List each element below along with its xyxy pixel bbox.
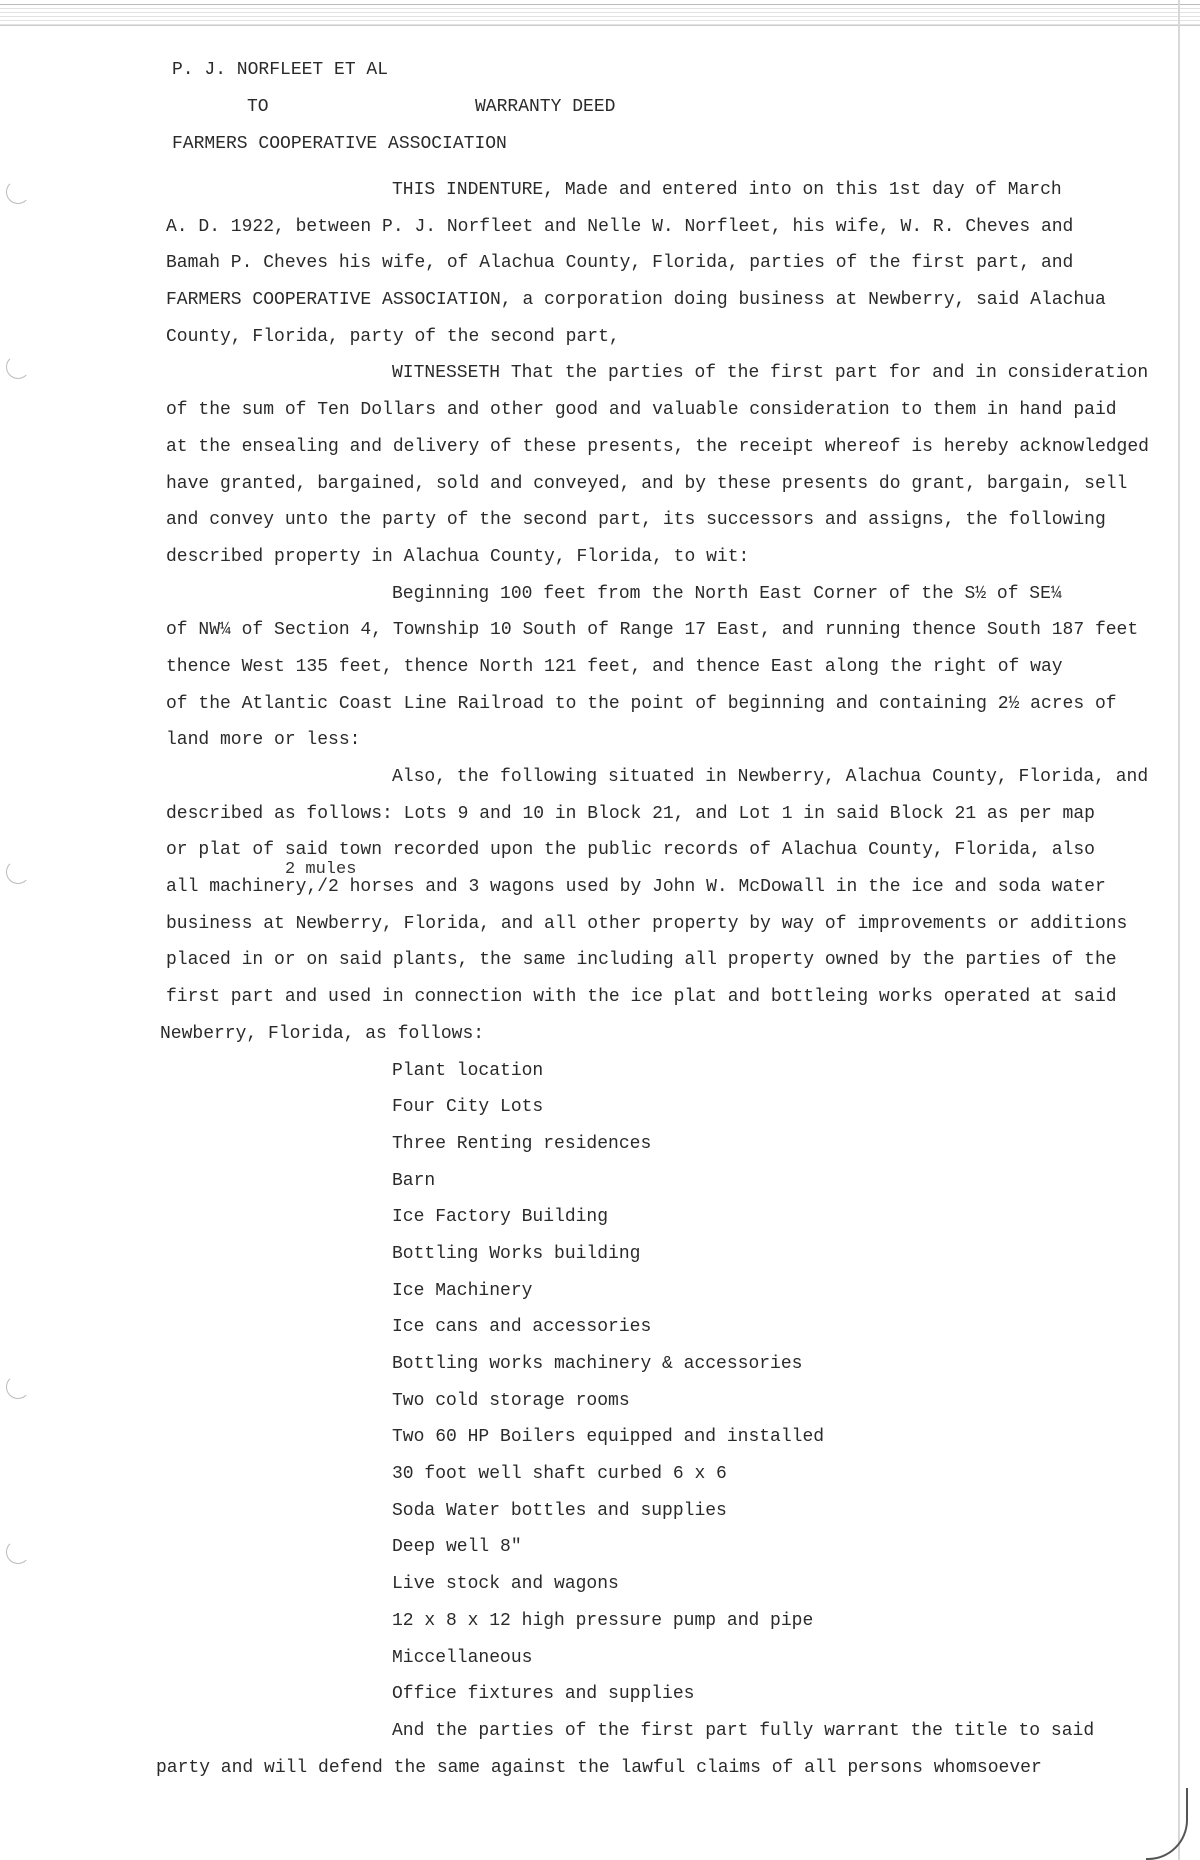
- list-item: 30 foot well shaft curbed 6 x 6: [392, 1464, 727, 1485]
- text-line: described as follows: Lots 9 and 10 in Block 21, and Lot 1 in said Block 21 as per map: [166, 803, 1095, 824]
- to-label: TO: [247, 97, 269, 117]
- text-line: land more or less:: [166, 730, 361, 751]
- paragraph-indenture: [0, 172, 1200, 355]
- text-line: [0, 860, 1200, 906]
- text-line: Beginning 100 feet from the North East Corner of the S½ of SE¼: [392, 583, 1062, 604]
- list-item: Plant location: [392, 1060, 544, 1081]
- text-line: at the ensealing and delivery of these presents, the receipt whereof is hereby acknowledged: [166, 436, 1149, 457]
- text-line: or plat of said town recorded upon the public records of Alachua County, Florida, also: [166, 840, 1095, 861]
- list-item: Miccellaneous: [392, 1647, 533, 1668]
- list-item: Deep well 8": [392, 1537, 522, 1558]
- text-line: Also, the following situated in Newberry, Alachua County, Florida, and: [392, 767, 1149, 787]
- list-item: Four City Lots: [392, 1097, 544, 1118]
- text-line: Bamah P. Cheves his wife, of Alachua County, Florida, parties of the first part, and: [166, 253, 1074, 274]
- list-item: Ice Machinery: [392, 1280, 533, 1301]
- text-line: first part and used in connection with the ice plat and bottleing works operated at said: [166, 987, 1117, 1008]
- text-line: of NW¼ of Section 4, Township 10 South of Range 17 East, and running thence South 187 feet: [166, 620, 1139, 641]
- text-line: of the Atlantic Coast Line Railroad to the point of beginning and containing 2½ acres of: [166, 693, 1117, 714]
- list-item: Bottling works machinery & accessories: [392, 1354, 803, 1374]
- text-line: of the sum of Ten Dollars and other good and valuable consideration to them in hand paid: [166, 400, 1117, 421]
- text-line: described property in Alachua County, Florida, to wit:: [166, 546, 750, 567]
- text-line: A. D. 1922, between P. J. Norfleet and Nelle W. Norfleet, his wife, W. R. Cheves and: [166, 216, 1074, 237]
- text-line: WITNESSETH That the parties of the first part for and in consideration: [392, 363, 1149, 384]
- page-corner-curl: [1146, 1788, 1188, 1860]
- text-line-content: all machinery,/2 horses and 3 wagons used by John W. McDowall in the ice and soda water: [166, 877, 1106, 898]
- property-list: [0, 1053, 1200, 1713]
- list-item: Soda Water bottles and supplies: [392, 1500, 727, 1521]
- paragraph-also: [0, 759, 1200, 1053]
- grantee-heading: FARMERS COOPERATIVE ASSOCIATION: [172, 134, 507, 154]
- list-item: Ice Factory Building: [392, 1207, 609, 1228]
- list-item: 12 x 8 x 12 high pressure pump and pipe: [392, 1610, 814, 1631]
- paragraph-witnesseth: [0, 355, 1200, 575]
- document-title: WARRANTY DEED: [475, 97, 616, 117]
- deed-body: [0, 172, 1200, 1786]
- text-line: business at Newberry, Florida, and all other property by way of improvements or additions: [166, 913, 1128, 934]
- text-line: FARMERS COOPERATIVE ASSOCIATION, a corporation doing business at Newberry, said Alachua: [166, 290, 1106, 311]
- paragraph-legal-description: [0, 576, 1200, 759]
- grantor-heading: P. J. NORFLEET ET AL: [172, 60, 389, 80]
- list-item: Two cold storage rooms: [392, 1390, 630, 1411]
- text-line: and convey unto the party of the second part, its successors and assigns, the following: [166, 510, 1106, 531]
- text-line: THIS INDENTURE, Made and entered into on this 1st day of March: [392, 180, 1062, 200]
- list-item: Two 60 HP Boilers equipped and installed: [392, 1427, 825, 1448]
- list-item: Ice cans and accessories: [392, 1317, 652, 1338]
- text-line: thence West 135 feet, thence North 121 feet, and thence East along the right of way: [166, 656, 1063, 677]
- page-top-ruling: [0, 4, 1200, 26]
- text-line: And the parties of the first part fully warrant the title to said: [392, 1720, 1095, 1741]
- list-item: Office fixtures and supplies: [392, 1684, 695, 1705]
- list-item: Barn: [392, 1170, 436, 1191]
- text-line: Newberry, Florida, as follows:: [160, 1023, 485, 1044]
- text-line: County, Florida, party of the second part,: [166, 326, 620, 347]
- list-item: Bottling Works building: [392, 1243, 641, 1264]
- paragraph-warranty: [0, 1713, 1200, 1786]
- text-line: party and will defend the same against the lawful claims of all persons whomsoever: [156, 1757, 1042, 1778]
- list-item: Three Renting residences: [392, 1133, 652, 1154]
- text-line: placed in or on said plants, the same including all property owned by the parties of the: [166, 950, 1117, 971]
- list-item: Live stock and wagons: [392, 1574, 619, 1595]
- text-line: have granted, bargained, sold and conveyed, and by these presents do grant, bargain, sell: [166, 473, 1128, 494]
- handwritten-insert: 2 mules: [285, 860, 357, 880]
